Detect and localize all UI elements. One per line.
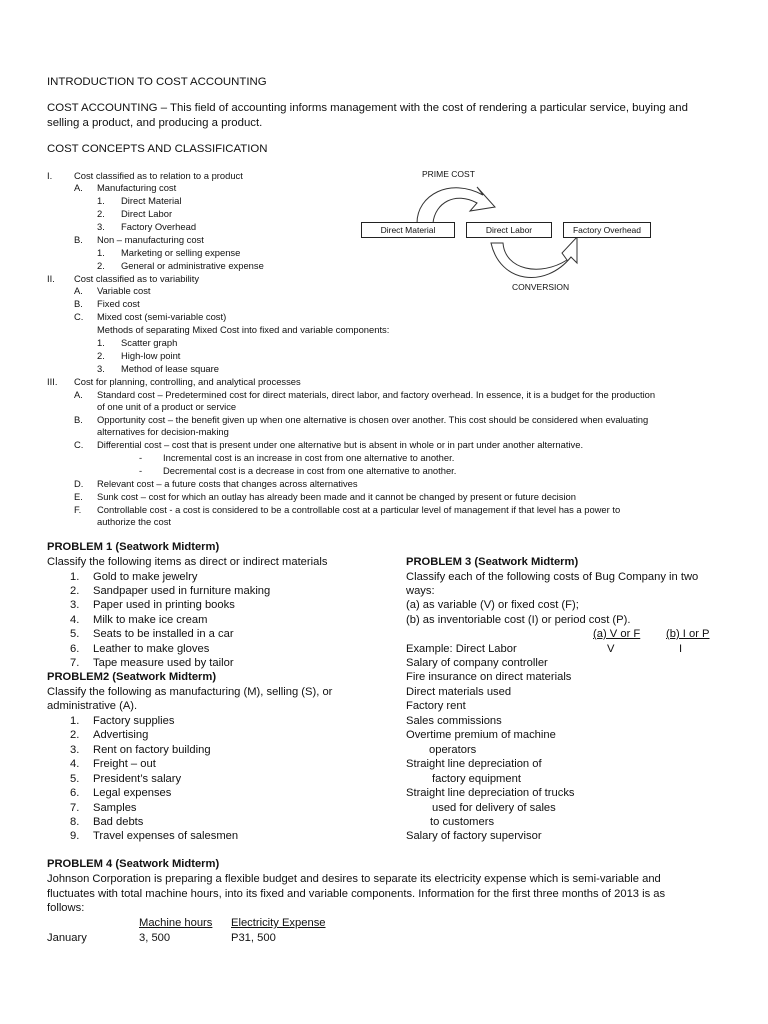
list-number: 1. [70,715,80,727]
outline-label: Manufacturing cost [97,182,177,193]
cost-item: Direct materials used [406,686,512,698]
conversion-arrow [491,237,577,278]
table-cell-month: January [47,932,87,944]
definition-text: of one unit of a product or service [97,401,237,412]
definition-text: Opportunity cost – the benefit given up when one alternative is chosen over another. This cost should be considered when evaluating [97,414,649,425]
problem-heading: PROBLEM 4 (Seatwork Midterm) [47,858,220,870]
outline-num: III. [47,376,58,387]
page-title: INTRODUCTION TO COST ACCOUNTING [47,76,267,88]
list-number: 3. [70,599,80,611]
cost-item: Sales commissions [406,715,502,727]
list-item: Factory Overhead [121,221,197,232]
outline-letter: A. [74,182,83,193]
list-item: Direct Labor [121,208,173,219]
table-cell-expense: P31, 500 [231,932,276,944]
example-answer-a: V [607,643,615,655]
prime-cost-arrow [417,187,495,223]
list-number: 2. [97,208,105,219]
problem-heading: PROBLEM2 (Seatwork Midterm) [47,671,217,683]
cost-item: Straight line depreciation of trucks [406,787,575,799]
list-number: 3. [70,744,80,756]
definition-text: Differential cost – cost that is present under one alternative but is absent in whole or in part under another alternative. [97,439,584,450]
column-header-b: (b) I or P [666,628,710,640]
outline-letter: B. [74,414,83,425]
cost-item: Overtime premium of machine [406,729,556,741]
list-item: Freight – out [93,758,156,770]
outline-letter: A. [74,285,83,296]
outline-label: Mixed cost (semi-variable cost) [97,311,227,322]
column-header-expense: Electricity Expense [231,917,326,929]
list-item: Tape measure used by tailor [93,657,234,669]
list-item: Sandpaper used in furniture making [93,585,271,597]
table-cell-hours: 3, 500 [139,932,171,944]
definition-text: Incremental cost is an increase in cost from one alternative to another. [163,452,455,463]
cost-item: Fire insurance on direct materials [406,671,572,683]
list-item: General or administrative expense [121,260,264,271]
list-number: 3. [97,363,105,374]
list-item: President’s salary [93,773,182,785]
list-item: Paper used in printing books [93,599,235,611]
definition-line-1: COST ACCOUNTING – This field of accounting informs management with the cost of rendering a particular service, buying and [47,102,688,114]
problem-instruction: (b) as inventoriable cost (I) or period cost (P). [406,614,631,626]
definition-text: alternatives for decision-making [97,426,229,437]
list-number: 2. [70,729,80,741]
list-number: 4. [70,758,80,770]
outline-label: Cost for planning, controlling, and analytical processes [74,376,301,387]
cost-item: operators [429,744,477,756]
definition-text: Relevant cost – a future costs that changes across alternatives [97,478,358,489]
dash-bullet: - [139,465,143,476]
example-label: Example: Direct Labor [406,643,517,655]
problem-text: fluctuates with total machine hours, into its fixed and variable components. Information for the first three months of 2013 is as [47,888,666,900]
list-item: High-low point [121,350,181,361]
problem-heading: PROBLEM 3 (Seatwork Midterm) [406,556,579,568]
direct-material-box: Direct Material [361,222,455,238]
list-number: 8. [70,816,80,828]
problem-text: Johnson Corporation is preparing a flexible budget and desires to separate its electricity expense which is semi-variable and [47,873,661,885]
outline-letter: D. [74,478,84,489]
cost-item: factory equipment [432,773,521,785]
list-number: 9. [70,830,80,842]
list-number: 4. [70,614,80,626]
list-number: 2. [70,585,80,597]
list-number: 5. [70,773,80,785]
list-item: Scatter graph [121,337,178,348]
list-number: 7. [70,802,80,814]
list-number: 1. [70,571,80,583]
factory-overhead-box: Factory Overhead [563,222,651,238]
outline-letter: B. [74,234,83,245]
methods-text: Methods of separating Mixed Cost into fixed and variable components: [97,324,390,335]
list-item: Seats to be installed in a car [93,628,234,640]
cost-item: Straight line depreciation of [406,758,542,770]
cost-item: to customers [430,816,495,828]
list-number: 6. [70,787,80,799]
list-item: Advertising [93,729,149,741]
list-number: 1. [97,247,105,258]
concepts-heading: COST CONCEPTS AND CLASSIFICATION [47,143,268,155]
list-item: Milk to make ice cream [93,614,208,626]
problem-text: follows: [47,902,85,914]
list-item: Gold to make jewelry [93,571,198,583]
problem-instruction: Classify each of the following costs of Bug Company in two [406,571,699,583]
list-item: Travel expenses of salesmen [93,830,239,842]
outline-label: Non – manufacturing cost [97,234,204,245]
definition-text: Standard cost – Predetermined cost for direct materials, direct labor, and factory overhead. In essence, it is a budget for the production [97,389,656,400]
list-item: Marketing or selling expense [121,247,241,258]
definition-text: Sunk cost – cost for which an outlay has already been made and it cannot be changed by present or future decision [97,491,576,502]
outline-letter: F. [74,504,82,515]
cost-item: Salary of company controller [406,657,548,669]
list-number: 1. [97,337,105,348]
outline-label: Cost classified as to relation to a product [74,170,243,181]
outline-num: II. [47,273,55,284]
list-item: Method of lease square [121,363,219,374]
problem-instruction: Classify the following as manufacturing (M), selling (S), or [47,686,333,698]
list-item: Legal expenses [93,787,172,799]
list-number: 2. [97,260,105,271]
example-answer-b: I [679,643,683,655]
list-item: Samples [93,802,137,814]
outline-label: Fixed cost [97,298,140,309]
problem-instruction: (a) as variable (V) or fixed cost (F); [406,599,579,611]
list-number: 3. [97,221,105,232]
outline-letter: B. [74,298,83,309]
definition-text: Controllable cost - a cost is considered to be a controllable cost at a particular level of management if that level has a power to [97,504,621,515]
definition-text: Decremental cost is a decrease in cost from one alternative to another. [163,465,457,476]
outline-letter: C. [74,311,84,322]
definition-text: authorize the cost [97,516,172,527]
outline-label: Cost classified as to variability [74,273,200,284]
column-header-a: (a) V or F [593,628,641,640]
list-number: 2. [97,350,105,361]
cost-item: Salary of factory supervisor [406,830,542,842]
list-item: Direct Material [121,195,182,206]
definition-line-2: selling a product, and producing a product. [47,117,263,129]
list-item: Bad debts [93,816,144,828]
list-number: 6. [70,643,80,655]
column-header-hours: Machine hours [139,917,213,929]
problem-instruction: Classify the following items as direct or indirect materials [47,556,328,568]
cost-diagram [355,165,655,295]
list-number: 7. [70,657,80,669]
cost-item: Factory rent [406,700,466,712]
outline-letter: E. [74,491,83,502]
direct-labor-box: Direct Labor [466,222,552,238]
problem-instruction: ways: [406,585,435,597]
list-number: 1. [97,195,105,206]
list-item: Rent on factory building [93,744,211,756]
outline-letter: C. [74,439,84,450]
conversion-label: CONVERSION [512,282,570,292]
problem-heading: PROBLEM 1 (Seatwork Midterm) [47,541,220,553]
outline-num: I. [47,170,53,181]
prime-cost-label: PRIME COST [422,169,475,179]
list-item: Factory supplies [93,715,175,727]
list-number: 5. [70,628,80,640]
cost-item: used for delivery of sales [432,802,556,814]
list-item: Leather to make gloves [93,643,210,655]
outline-label: Variable cost [97,285,151,296]
problem-instruction: administrative (A). [47,700,138,712]
outline-letter: A. [74,389,83,400]
dash-bullet: - [139,452,143,463]
